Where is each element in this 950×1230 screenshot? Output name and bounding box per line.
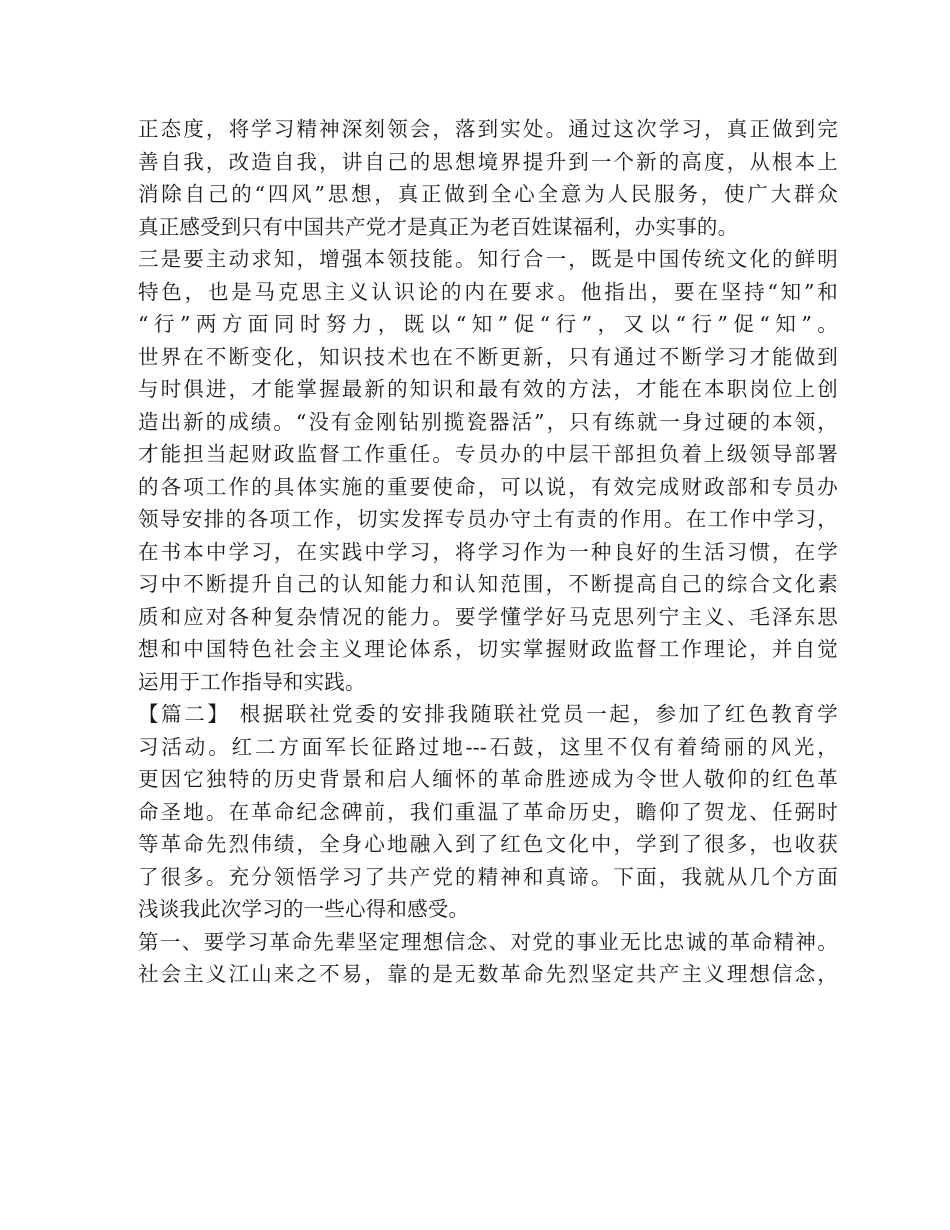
text-line: 真正感受到只有中国共产党才是真正为老百姓谋福利，办实事的。 [138, 214, 739, 239]
text-line: 命圣地。在革命纪念碑前，我们重温了革命历史，瞻仰了贺龙、任弼时 [138, 799, 838, 824]
text-line: 才能担当起财政监督工作重任。专员办的中层干部担负着上级领导部署 [138, 442, 838, 466]
text-line: 世界在不断变化，知识技术也在不断更新，只有通过不断学习才能做到 [138, 344, 838, 369]
text-line: 质和应对各种复杂情况的能力。要学懂学好马克思列宁主义、毛泽东思 [138, 604, 838, 629]
text-line: 消除自己的“四风”思想，真正做到全心全意为人民服务，使广大群众 [138, 182, 838, 206]
text-line: 与时俱进，才能掌握最新的知识和最有效的方法，才能在本职岗位上创 [138, 377, 838, 401]
text-line: 第一、要学习革命先辈坚定理想信念、对党的事业无比忠诚的革命精神。 [138, 929, 838, 954]
text-line: 习中不断提升自己的认知能力和认知范围，不断提高自己的综合文化素 [138, 572, 838, 596]
text-line: 在书本中学习，在实践中学习，将学习作为一种良好的生活习惯，在学 [138, 539, 838, 564]
text-line: 等革命先烈伟绩，全身心地融入到了红色文化中，学到了很多，也收获 [138, 832, 838, 856]
text-line: 更因它独特的历史背景和启人缅怀的革命胜迹成为令世人敬仰的红色革 [138, 767, 838, 791]
text-line: 善自我，改造自我，讲自己的思想境界提升到一个新的高度，从根本上 [138, 149, 838, 174]
text-line: 三是要主动求知，增强本领技能。知行合一，既是中国传统文化的鲜明 [138, 247, 838, 271]
text-line: 的各项工作的具体实施的重要使命，可以说，有效完成财政部和专员办 [138, 474, 838, 499]
document-body-text [138, 113, 838, 991]
text-line: 社会主义江山来之不易，靠的是无数革命先烈坚定共产主义理想信念， [138, 962, 838, 986]
text-line: 想和中国特色社会主义理论体系，切实掌握财政监督工作理论，并自觉 [138, 637, 838, 661]
text-line: 习活动。红二方面军长征路过地---石鼓，这里不仅有着绮丽的风光， [138, 734, 838, 759]
text-line: 浅谈我此次学习的一些心得和感受。 [138, 897, 470, 921]
text-line: 特色，也是马克思主义认识论的内在要求。他指出，要在坚持“知”和 [138, 279, 838, 304]
text-line: 领导安排的各项工作，切实发挥专员办守土有责的作用。在工作中学习， [138, 507, 838, 531]
text-line: “行”两方面同时努力，既以“知”促“行”，又以“行”促“知”。 [138, 312, 838, 336]
text-line: 运用于工作指导和实践。 [138, 669, 366, 694]
text-line: 了很多。充分领悟学习了共产党的精神和真谛。下面，我就从几个方面 [138, 864, 838, 889]
text-line: 【篇二】 根据联社党委的安排我随联社党员一起，参加了红色教育学 [138, 702, 838, 726]
text-line: 造出新的成绩。“没有金刚钻别揽瓷器活”，只有练就一身过硬的本领， [138, 409, 838, 434]
text-line: 正态度，将学习精神深刻领会，落到实处。通过这次学习，真正做到完 [138, 117, 838, 141]
